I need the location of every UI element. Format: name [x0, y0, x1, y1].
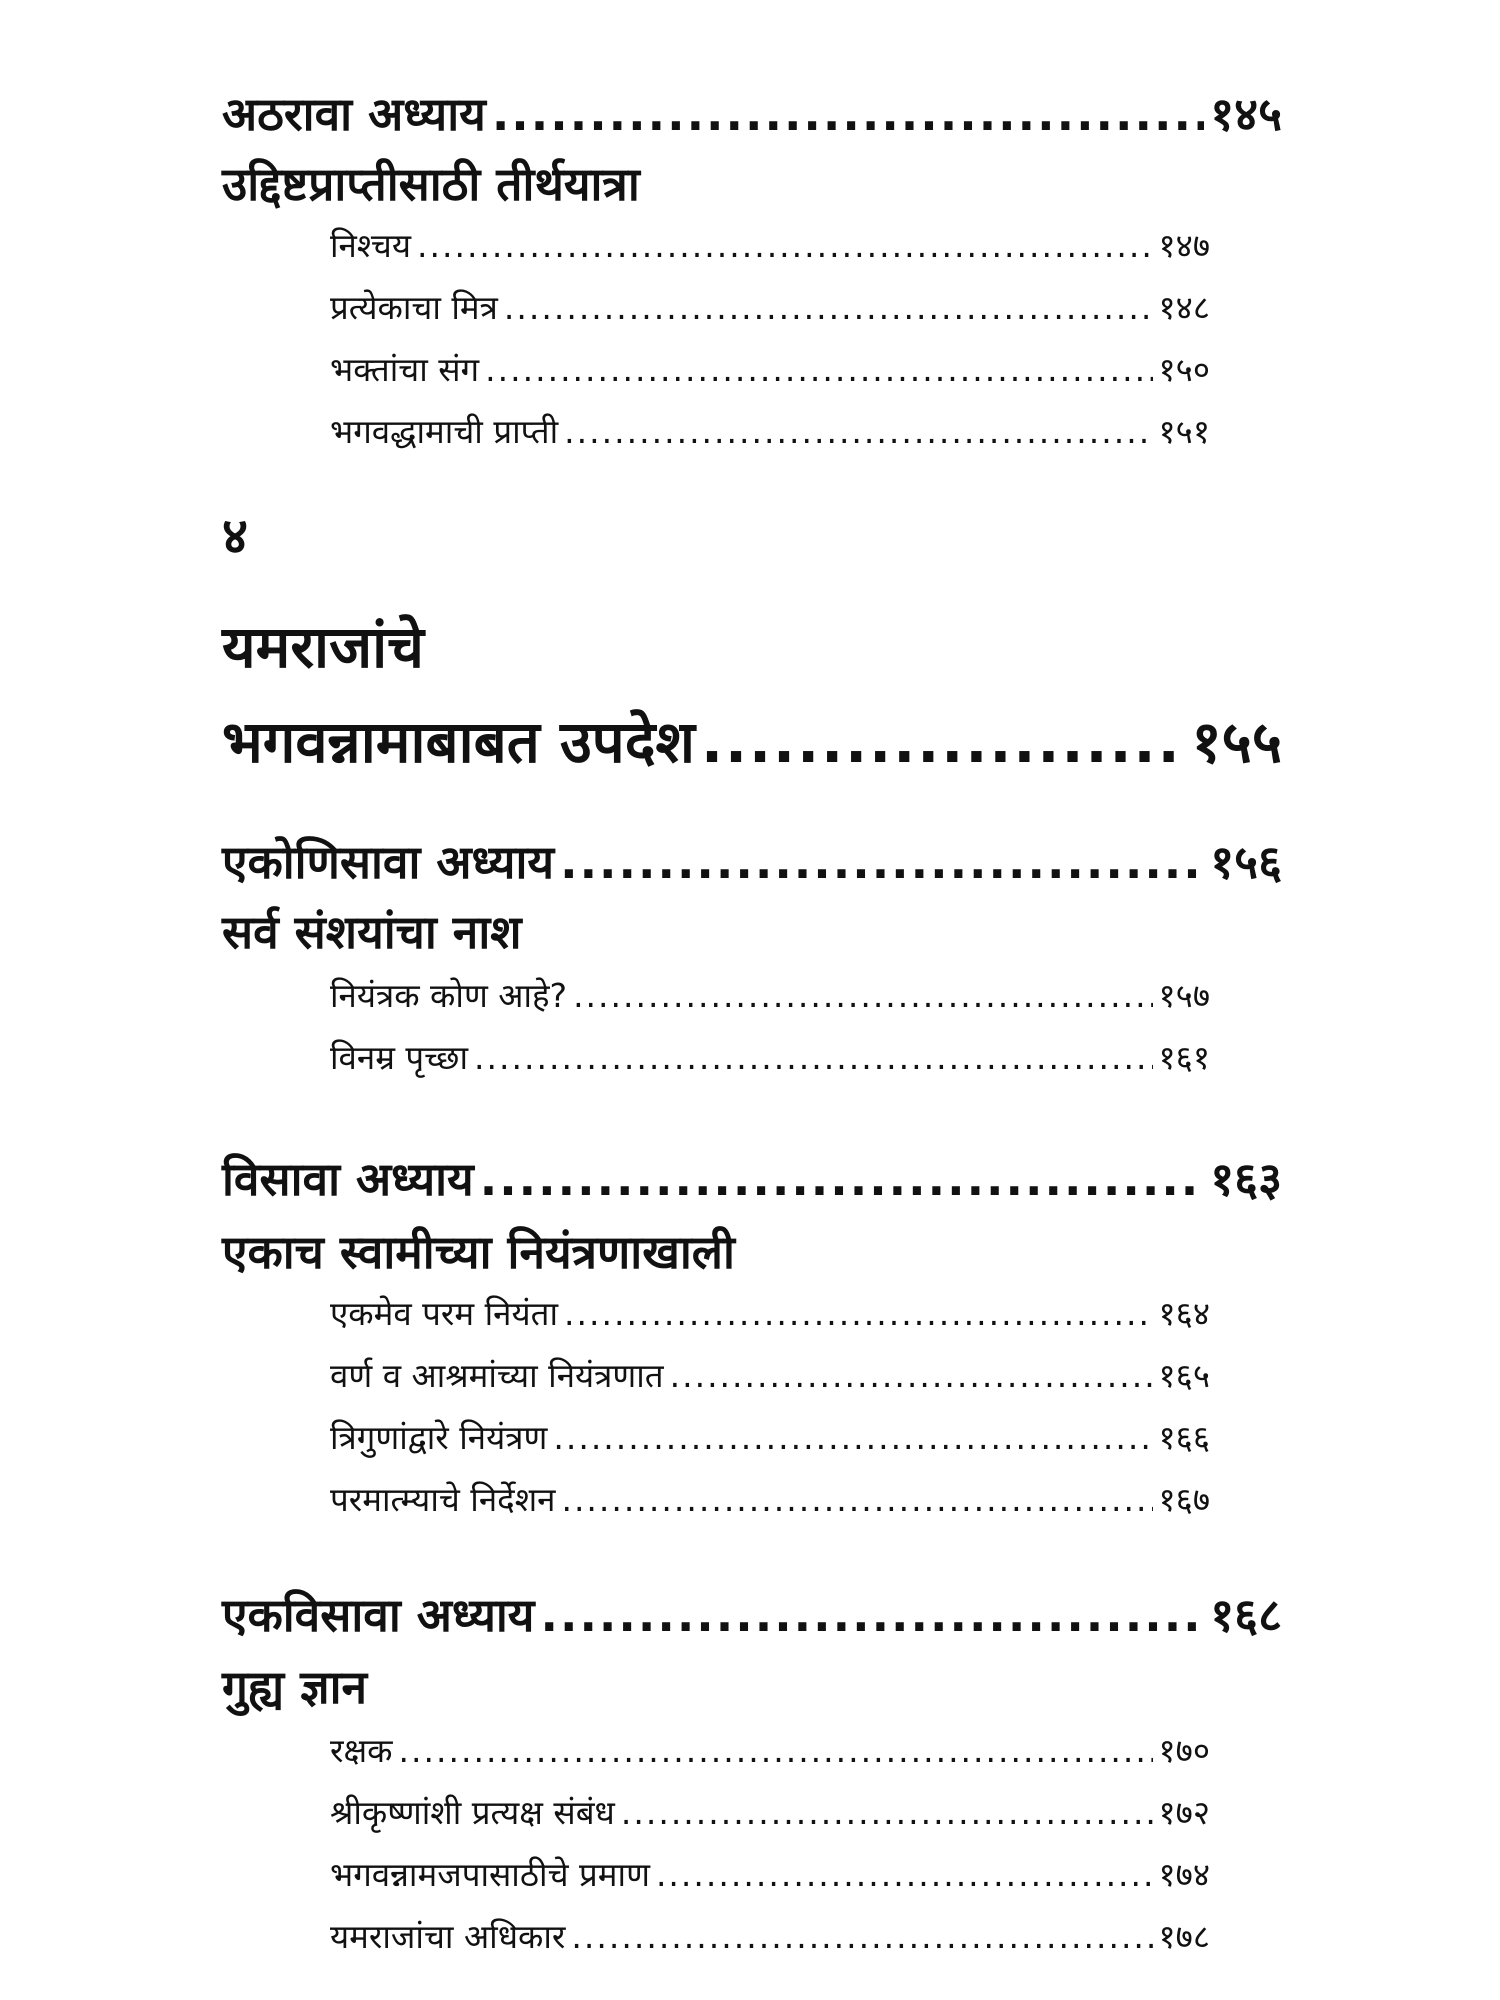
chapter-label: अठरावा अध्याय — [222, 87, 486, 141]
leader-dots — [541, 1588, 1205, 1642]
entry-label: भक्तांचा संग — [330, 350, 480, 389]
entry-label: एकमेव परम नियंता — [330, 1294, 558, 1333]
leader-dots — [480, 1152, 1205, 1206]
entry-label: श्रीकृष्णांशी प्रत्यक्ष संबंध — [330, 1793, 615, 1832]
chapter-heading: उद्दिष्टप्राप्तीसाठी तीर्थयात्रा — [222, 157, 640, 211]
entry-label: यमराजांचा अधिकार — [330, 1917, 566, 1956]
entry-label: परमात्म्याचे निर्देशन — [330, 1480, 556, 1519]
chapter-label: विसावा अध्याय — [222, 1152, 474, 1206]
leader-dots — [474, 1038, 1153, 1077]
page-number: १७८ — [1158, 1917, 1210, 1956]
toc-entry-row[interactable] — [330, 1290, 1210, 1335]
page-number: १६५ — [1158, 1356, 1210, 1395]
chapter-heading: एकाच स्वामीच्या नियंत्रणाखाली — [222, 1225, 735, 1279]
toc-entry-row[interactable] — [330, 1727, 1210, 1772]
leader-dots — [656, 1855, 1153, 1894]
toc-entry-row[interactable] — [330, 1851, 1210, 1896]
toc-entry-row[interactable] — [330, 346, 1210, 391]
page-number: १७२ — [1158, 1793, 1210, 1832]
toc-entry-row[interactable] — [330, 1352, 1210, 1397]
toc-chapter-row[interactable] — [222, 82, 1282, 144]
page-number: १५७ — [1158, 976, 1210, 1015]
toc-entry-row[interactable] — [330, 1476, 1210, 1521]
leader-dots — [417, 226, 1153, 265]
leader-dots — [504, 288, 1153, 327]
page-number: १५६ — [1210, 835, 1282, 889]
page-number: १६१ — [1158, 1038, 1210, 1077]
toc-entry-row[interactable] — [330, 1034, 1210, 1079]
part-number: ४ — [222, 507, 248, 565]
toc-chapter-row[interactable] — [222, 1583, 1282, 1645]
part-title: यमराजांचे — [222, 613, 424, 681]
toc-entry-row[interactable] — [330, 1414, 1210, 1459]
entry-label: प्रत्येकाचा मित्र — [330, 288, 498, 327]
toc-chapter-row[interactable] — [222, 830, 1282, 892]
leader-dots — [485, 350, 1152, 389]
leader-dots — [553, 1418, 1152, 1457]
page-number: १४८ — [1158, 288, 1210, 327]
toc-entry-row[interactable] — [330, 408, 1210, 453]
entry-label: रक्षक — [330, 1731, 393, 1770]
leader-dots — [564, 412, 1152, 451]
entry-label: त्रिगुणांद्वारे नियंत्रण — [330, 1418, 548, 1457]
toc-entry-row[interactable] — [330, 972, 1210, 1017]
page-number: १६८ — [1210, 1588, 1282, 1642]
page-number: १४७ — [1158, 226, 1210, 265]
page-number: १५१ — [1158, 412, 1210, 451]
page-number: १७० — [1158, 1731, 1210, 1770]
leader-dots — [573, 976, 1152, 1015]
entry-label: नियंत्रक कोण आहे? — [330, 976, 568, 1015]
toc-entry-row[interactable] — [330, 1789, 1210, 1834]
leader-dots — [399, 1731, 1153, 1770]
chapter-heading: गुह्य ज्ञान — [222, 1660, 368, 1714]
chapter-label: एकोणिसावा अध्याय — [222, 835, 555, 889]
part-title-line2: भगवन्नामाबाबत उपदेश — [222, 708, 695, 776]
leader-dots — [571, 1917, 1152, 1956]
entry-label: भगवद्धामाची प्राप्ती — [330, 412, 559, 451]
page-number: १७४ — [1158, 1855, 1210, 1894]
leader-dots — [492, 87, 1204, 141]
toc-chapter-row[interactable] — [222, 1147, 1282, 1209]
entry-label: भगवन्नामजपासाठीचे प्रमाण — [330, 1855, 650, 1894]
leader-dots — [621, 1793, 1153, 1832]
toc-part-row[interactable] — [222, 700, 1282, 779]
chapter-heading: सर्व संशयांचा नाश — [222, 905, 522, 959]
leader-dots — [564, 1294, 1153, 1333]
entry-label: विनम्र पृच्छा — [330, 1038, 469, 1077]
leader-dots — [560, 835, 1204, 889]
toc-entry-row[interactable] — [330, 284, 1210, 329]
page-number: १४५ — [1210, 87, 1282, 141]
toc-entry-row[interactable] — [330, 222, 1210, 267]
toc-entry-row[interactable] — [330, 1913, 1210, 1958]
page-number: १५५ — [1191, 708, 1282, 776]
leader-dots — [670, 1356, 1153, 1395]
leader-dots — [561, 1480, 1152, 1519]
chapter-label: एकविसावा अध्याय — [222, 1588, 535, 1642]
page-number: १६४ — [1158, 1294, 1210, 1333]
page-number: १६६ — [1158, 1418, 1210, 1457]
leader-dots — [701, 708, 1186, 776]
page-number: १६३ — [1210, 1152, 1282, 1206]
page-number: १५० — [1158, 350, 1210, 389]
entry-label: वर्ण व आश्रमांच्या नियंत्रणात — [330, 1356, 664, 1395]
entry-label: निश्चय — [330, 226, 411, 265]
page-number: १६७ — [1158, 1480, 1210, 1519]
